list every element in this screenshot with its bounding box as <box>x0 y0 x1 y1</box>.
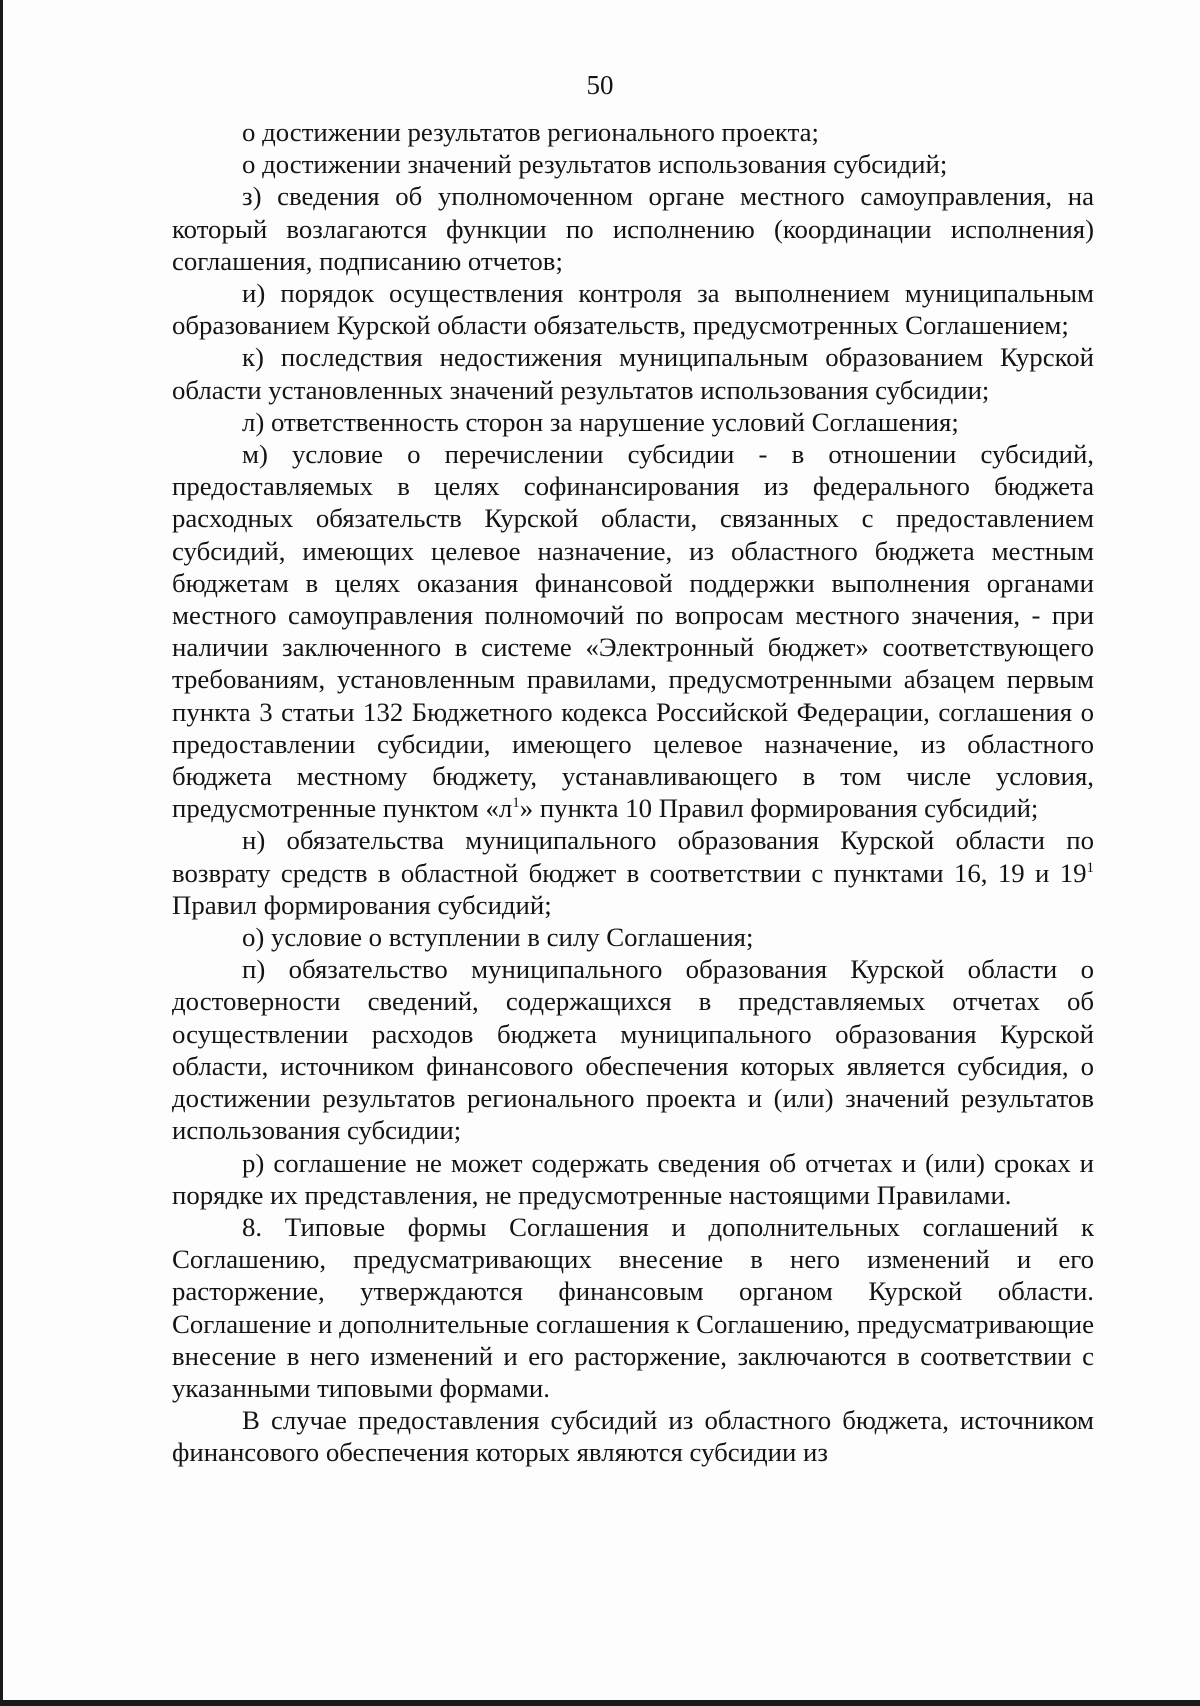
paragraph: л) ответственность сторон за нарушение условий Соглашения; <box>242 406 959 437</box>
paragraph: о достижении результатов регионального проекта; <box>242 117 819 147</box>
document-body <box>172 116 1094 1469</box>
paragraph: р) соглашение не может содержать сведения об отчетах и (или) сроках и порядке их представления, не предусмотренные настоящими Правилами. <box>172 1147 1094 1210</box>
paragraph: 8. Типовые формы Соглашения и дополнительных соглашений к Соглашению, предусматривающих внесение в него изменений и его расторжение, утверждаются финансовым органом Курской области. Соглашение и дополнительные соглашения к Соглашению, предусматривающие внесение в него изменений и его расторжение, заключаются в соответствии с указанными типовыми формами. <box>172 1211 1094 1403</box>
superscript: 1 <box>1086 859 1094 876</box>
paragraph: п) обязательство муниципального образования Курской области о достоверности сведений, содержащихся в представляемых отчетах об осуществлении расходов бюджета муниципального образования Курской области, источником финансового обеспечения которых является субсидия, о достижении результатов регионального проекта и (или) значений результатов использования субсидии; <box>172 954 1094 1146</box>
paragraph: о) условие о вступлении в силу Соглашения; <box>242 922 754 953</box>
scan-left-edge <box>0 0 3 1706</box>
paragraph: н) обязательства муниципального образования Курской области по возврату средств в областной бюджет в соответствии с пунктами 16, 19 и $19^1$ Правил формирования субсидий; <box>172 825 1094 920</box>
paragraph: и) порядок осуществления контроля за выполнением муниципальным образованием Курской области обязательств, предусмотренных Соглашением; <box>172 278 1094 341</box>
superscript: 1 <box>512 795 520 812</box>
paragraph: В случае предоставления субсидий из областного бюджета, источником финансового обеспечения которых являются субсидии из <box>172 1405 1094 1468</box>
paragraph: м) условие о перечислении субсидии - в отношении субсидий, предоставляемых в целях софинансирования из федерального бюджета расходных обязательств Курской области, связанных с предоставлением субсидий, имеющих целевое назначение, из областного бюджета местным бюджетам в целях оказания финансовой поддержки выполнения органами местного самоуправления полномочий по вопросам местного значения, - при наличии заключенного в системе «Электронный бюджет» соответствующего требованиям, установленным правилами, предусмотренными абзацем первым пункта 3 статьи 132 Бюджетного кодекса Российской Федерации, соглашения о предоставлении субсидии, имеющего целевое назначение, из областного бюджета местному бюджету, устанавливающего в том числе условия, предусмотренные пунктом «$л^1$» пункта 10 Правил формирования субсидий; <box>172 439 1094 824</box>
scan-bottom-edge <box>0 1700 1200 1706</box>
paragraph: з) сведения об уполномоченном органе местного самоуправления, на который возлагаются функции по исполнению (координации исполнения) соглашения, подписанию отчетов; <box>172 181 1094 276</box>
paragraph: к) последствия недостижения муниципальным образованием Курской области установленных значений результатов использования субсидии; <box>172 342 1094 405</box>
paragraph: о достижении значений результатов использования субсидий; <box>242 149 948 180</box>
page-number: 50 <box>586 70 614 100</box>
